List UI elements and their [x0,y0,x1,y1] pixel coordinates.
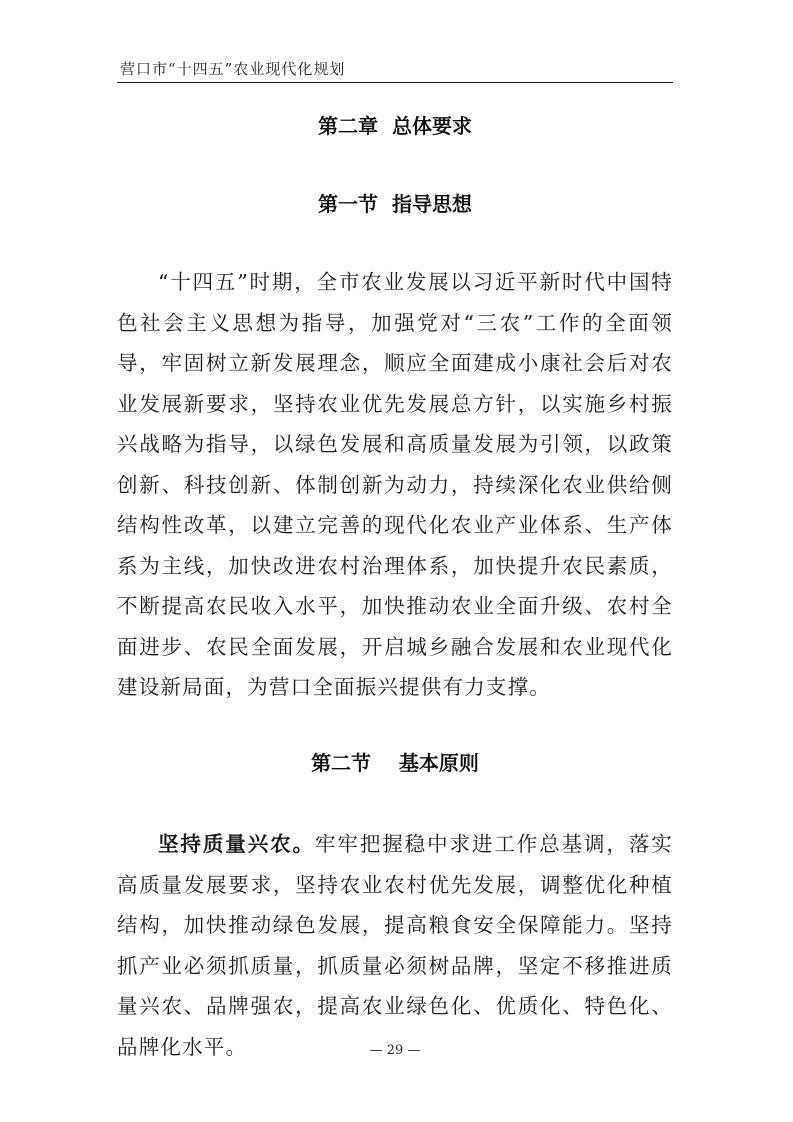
section-title-guiding-ideology: 第一节 指导思想 [318,192,472,216]
header-divider [117,82,673,83]
basic-principles-paragraph [117,824,673,1067]
guiding-ideology-paragraph: “十四五”时期，全市农业发展以习近平新时代中国特色社会主义思想为指导，加强党对“三农”工作的全面领导，牢固树立新发展理念，顺应全面建成小康社会后对农业发展新要求，坚持农业优先发展总方针，以实施乡村振兴战略为指导，以绿色发展和高质量发展为引领，以政策创新、科技创新、体制创新为动力，持续深化农业供给侧结构性改革，以建立完善的现代化农业产业体系、生产体系为主线，加快改进农村治理体系，加快提升农民素质，不断提高农民收入水平，加快推动农业全面升级、农村全面进步、农民全面发展，开启城乡融合发展和农业现代化建设新局面，为营口全面振兴提供有力支撑。 [117,270,673,699]
principle-lead-heading: 坚持质量兴农。 [158,832,315,856]
running-header-title: 营口市“十四五”农业现代化规划 [120,60,346,78]
principle-body-text: 牢牢把握稳中求进工作总基调，落实高质量发展要求，坚持农业农村优先发展，调整优化种植结构，加快推动绿色发展，提高粮食安全保障能力。坚持抓产业必须抓质量，抓质量必须树品牌，坚定不移推进质量兴农、品牌强农，提高农业绿色化、优质化、特色化、品牌化水平。 [117,832,674,1059]
chapter-title: 第二章 总体要求 [318,114,472,138]
page-number: — 29 — [369,1043,421,1058]
section-title-basic-principles: 第二节 基本原则 [311,751,479,775]
